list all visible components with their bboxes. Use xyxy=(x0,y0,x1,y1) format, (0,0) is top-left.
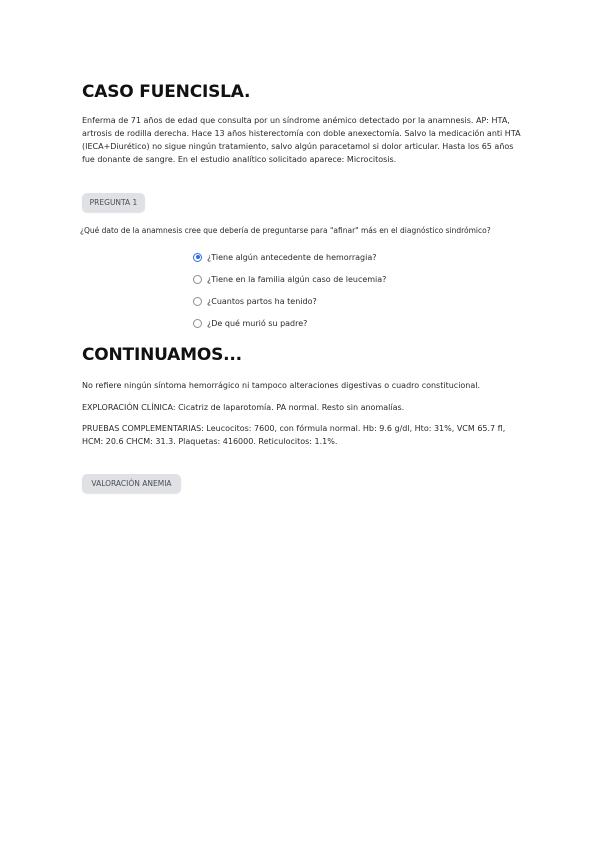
radio-icon[interactable] xyxy=(193,297,202,306)
lab-results-text: PRUEBAS COMPLEMENTARIAS: Leucocitos: 7600, con fórmula normal. Hb: 9.6 g/dl, Hto: 31%, VCM 65.7 fl, HCM: 20.6 CHCM: 31.3. Plaquetas: 416000. Reticulocitos: 1.1%. xyxy=(82,424,506,446)
answer-option-label: ¿Cuantos partos ha tenido? xyxy=(207,296,317,306)
clinical-exam-text: EXPLORACIÓN CLÍNICA: Cicatriz de laparotomía. PA normal. Resto sin anomalías. xyxy=(82,403,405,412)
answer-options xyxy=(193,246,386,334)
answer-option[interactable] xyxy=(193,268,386,290)
question-text: ¿Qué dato de la anamnesis cree que debería de preguntarse para "afinar" más en el diagnóstico sindrómico? xyxy=(80,226,491,235)
answer-option[interactable] xyxy=(193,290,386,312)
answer-option-label: ¿De qué murió su padre? xyxy=(207,318,308,328)
question-1-button[interactable]: PREGUNTA 1 xyxy=(82,193,145,212)
bleeding-history-text: No refiere ningún síntoma hemorrágico ni tampoco alteraciones digestivas o cuadro constitucional. xyxy=(82,381,481,390)
radio-icon[interactable] xyxy=(193,319,202,328)
answer-option-label: ¿Tiene algún antecedente de hemorragia? xyxy=(207,252,377,262)
case-title: CASO FUENCISLA. xyxy=(82,82,251,102)
answer-option[interactable] xyxy=(193,312,386,334)
anemia-assessment-button[interactable]: VALORACIÓN ANEMIA xyxy=(82,474,181,493)
case-description: Enferma de 71 años de edad que consulta por un síndrome anémico detectado por la anamnesis. AP: HTA, artrosis de rodilla derecha. Hace 13 años histerectomía con doble anexectomía. Salvo la medicación anti HTA (IECA+Diurético) no sigue ningún tratamiento, salvo algún paracetamol si dolor articular. Hasta los 65 años fue donante de sangre. En el estudio analítico solicitado aparece: Microcitosis. xyxy=(82,116,521,164)
radio-selected-icon[interactable] xyxy=(193,253,202,262)
continue-title: CONTINUAMOS... xyxy=(82,345,242,365)
answer-option-label: ¿Tiene en la familia algún caso de leucemia? xyxy=(207,274,387,284)
answer-option[interactable] xyxy=(193,246,386,268)
radio-icon[interactable] xyxy=(193,275,202,284)
